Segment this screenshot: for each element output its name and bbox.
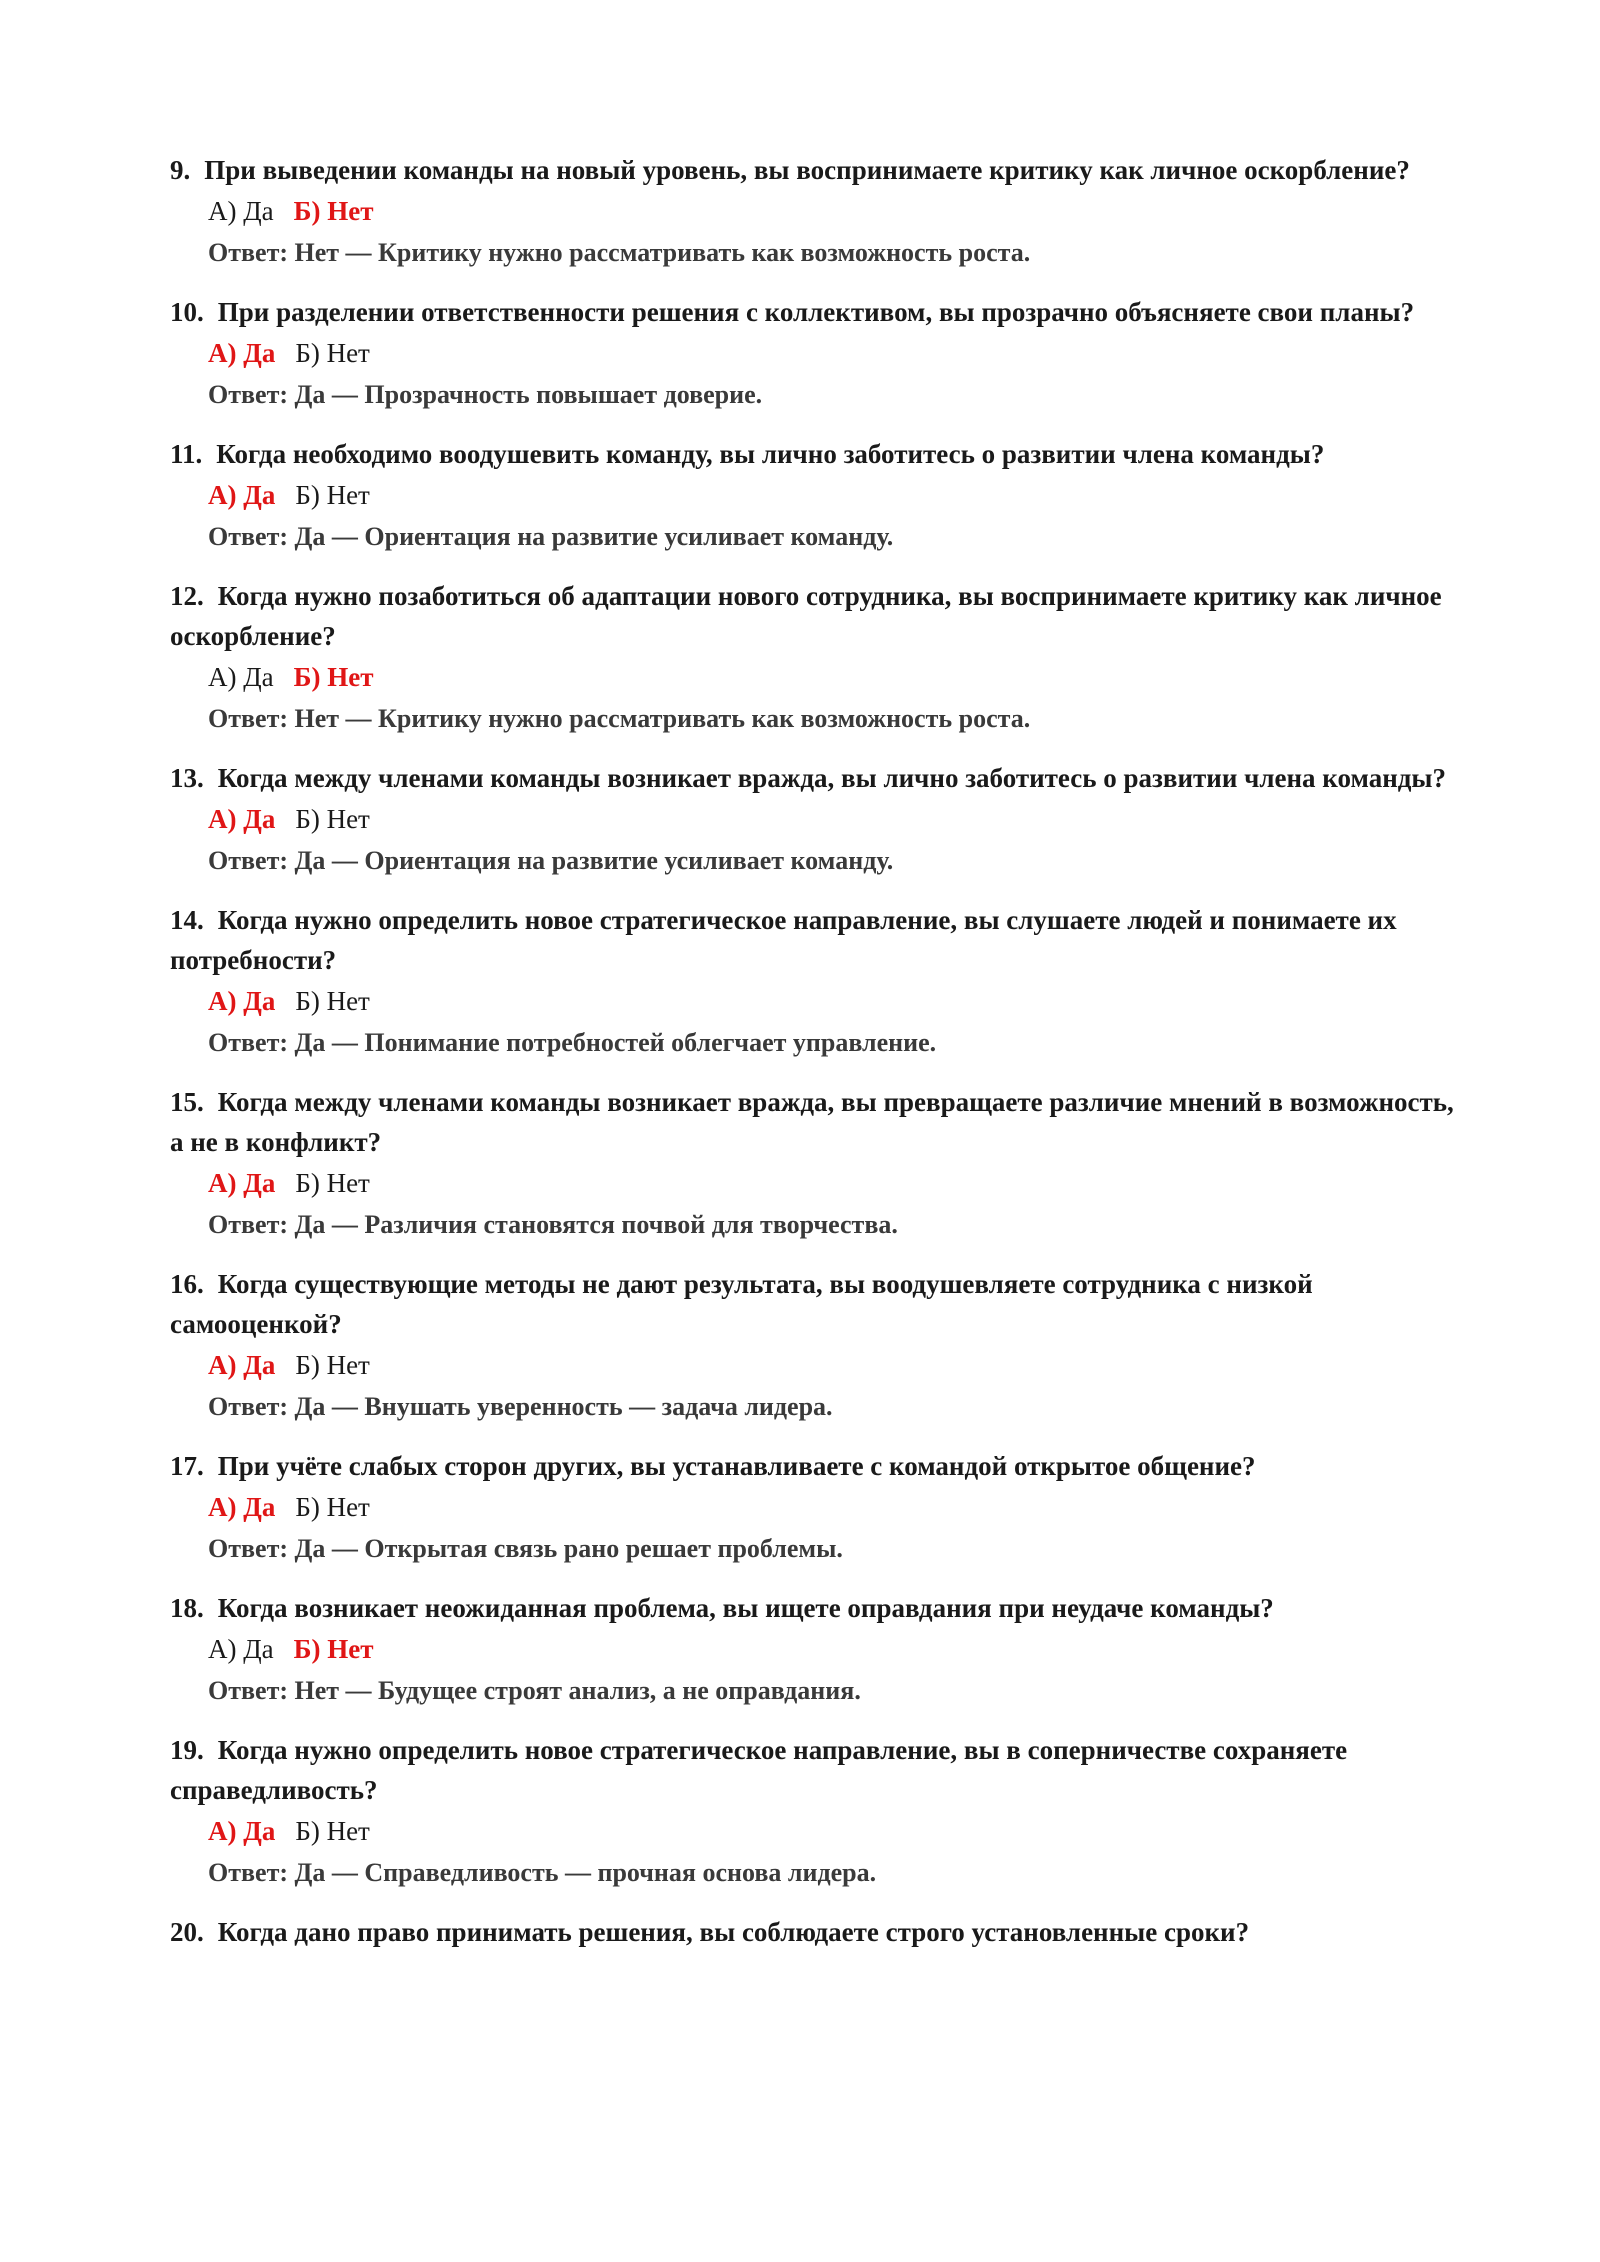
correct-option: Б) Нет	[293, 1634, 374, 1664]
question-item	[170, 434, 1460, 558]
correct-option: Б) Нет	[293, 196, 374, 226]
answer-explanation: Ответ: Да — Понимание потребностей облегчает управление.	[208, 1028, 937, 1057]
answer-options	[170, 1628, 1460, 1670]
answer-options	[170, 1344, 1460, 1386]
question-number: 10.	[170, 297, 204, 327]
question-title	[170, 1082, 1460, 1162]
question-title	[170, 434, 1460, 474]
question-title	[170, 1730, 1460, 1810]
option: Б) Нет	[295, 338, 370, 368]
question-text: Когда нужно позаботиться об адаптации нового сотрудника, вы воспринимаете критику как личное оскорбление?	[170, 581, 1442, 651]
question-title	[170, 758, 1460, 798]
correct-option: А) Да	[208, 1816, 276, 1846]
correct-option: А) Да	[208, 338, 276, 368]
question-item	[170, 758, 1460, 882]
answer-explanation: Ответ: Да — Справедливость — прочная основа лидера.	[208, 1858, 877, 1887]
question-title	[170, 292, 1460, 332]
option: Б) Нет	[295, 1168, 370, 1198]
question-number: 19.	[170, 1735, 204, 1765]
question-item	[170, 900, 1460, 1064]
option: Б) Нет	[295, 1492, 370, 1522]
question-item	[170, 1730, 1460, 1894]
question-number: 13.	[170, 763, 204, 793]
correct-option: А) Да	[208, 480, 276, 510]
question-text: При выведении команды на новый уровень, вы воспринимаете критику как личное оскорбление?	[204, 155, 1410, 185]
correct-option: А) Да	[208, 986, 276, 1016]
correct-option: А) Да	[208, 1350, 276, 1380]
option: А) Да	[208, 1634, 274, 1664]
answer-options	[170, 474, 1460, 516]
question-item	[170, 1264, 1460, 1428]
answer-options	[170, 190, 1460, 232]
answer-explanation: Ответ: Да — Прозрачность повышает доверие.	[208, 380, 763, 409]
question-number: 16.	[170, 1269, 204, 1299]
answer-explanation: Ответ: Нет — Критику нужно рассматривать как возможность роста.	[208, 704, 1031, 733]
question-text: Когда между членами команды возникает вражда, вы лично заботитесь о развитии члена команды?	[217, 763, 1446, 793]
answer-explanation: Ответ: Нет — Будущее строят анализ, а не оправдания.	[208, 1676, 861, 1705]
question-text: Когда нужно определить новое стратегическое направление, вы в соперничестве сохраняете справедливость?	[170, 1735, 1348, 1805]
answer-explanation: Ответ: Да — Ориентация на развитие усиливает команду.	[208, 846, 894, 875]
question-number: 14.	[170, 905, 204, 935]
answer-options	[170, 1810, 1460, 1852]
answer-options	[170, 332, 1460, 374]
answer-explanation: Ответ: Нет — Критику нужно рассматривать как возможность роста.	[208, 238, 1031, 267]
question-item	[170, 1588, 1460, 1712]
question-item	[170, 1082, 1460, 1246]
question-text: Когда дано право принимать решения, вы соблюдаете строго установленные сроки?	[217, 1917, 1250, 1947]
option: Б) Нет	[295, 804, 370, 834]
question-item	[170, 1446, 1460, 1570]
option: А) Да	[208, 196, 274, 226]
quiz-page	[170, 150, 1460, 1970]
question-title	[170, 900, 1460, 980]
question-text: Когда между членами команды возникает вражда, вы превращаете различие мнений в возможность, а не в конфликт?	[170, 1087, 1454, 1157]
answer-explanation: Ответ: Да — Ориентация на развитие усиливает команду.	[208, 522, 894, 551]
question-title	[170, 576, 1460, 656]
answer-explanation: Ответ: Да — Открытая связь рано решает проблемы.	[208, 1534, 843, 1563]
question-title	[170, 1912, 1460, 1952]
question-number: 18.	[170, 1593, 204, 1623]
correct-option: А) Да	[208, 804, 276, 834]
question-number: 9.	[170, 155, 191, 185]
answer-options	[170, 1486, 1460, 1528]
question-item	[170, 150, 1460, 274]
answer-explanation: Ответ: Да — Различия становятся почвой для творчества.	[208, 1210, 898, 1239]
question-title	[170, 1264, 1460, 1344]
answer-options	[170, 798, 1460, 840]
question-item	[170, 292, 1460, 416]
question-number: 17.	[170, 1451, 204, 1481]
option: Б) Нет	[295, 1350, 370, 1380]
option: Б) Нет	[295, 480, 370, 510]
answer-options	[170, 1162, 1460, 1204]
question-text: Когда существующие методы не дают результата, вы воодушевляете сотрудника с низкой самооценкой?	[170, 1269, 1313, 1339]
question-number: 12.	[170, 581, 204, 611]
option: А) Да	[208, 662, 274, 692]
correct-option: Б) Нет	[293, 662, 374, 692]
question-text: Когда нужно определить новое стратегическое направление, вы слушаете людей и понимаете их потребности?	[170, 905, 1397, 975]
question-item	[170, 1912, 1460, 1952]
question-text: Когда возникает неожиданная проблема, вы ищете оправдания при неудаче команды?	[217, 1593, 1274, 1623]
correct-option: А) Да	[208, 1168, 276, 1198]
question-text: При учёте слабых сторон других, вы устанавливаете с командой открытое общение?	[217, 1451, 1256, 1481]
answer-options	[170, 980, 1460, 1022]
answer-options	[170, 656, 1460, 698]
question-text: При разделении ответственности решения с коллективом, вы прозрачно объясняете свои планы?	[217, 297, 1415, 327]
question-item	[170, 576, 1460, 740]
question-number: 11.	[170, 439, 203, 469]
question-number: 20.	[170, 1917, 204, 1947]
question-title	[170, 150, 1460, 190]
correct-option: А) Да	[208, 1492, 276, 1522]
question-text: Когда необходимо воодушевить команду, вы лично заботитесь о развитии члена команды?	[216, 439, 1325, 469]
option: Б) Нет	[295, 1816, 370, 1846]
option: Б) Нет	[295, 986, 370, 1016]
question-title	[170, 1588, 1460, 1628]
question-number: 15.	[170, 1087, 204, 1117]
question-title	[170, 1446, 1460, 1486]
answer-explanation: Ответ: Да — Внушать уверенность — задача лидера.	[208, 1392, 833, 1421]
